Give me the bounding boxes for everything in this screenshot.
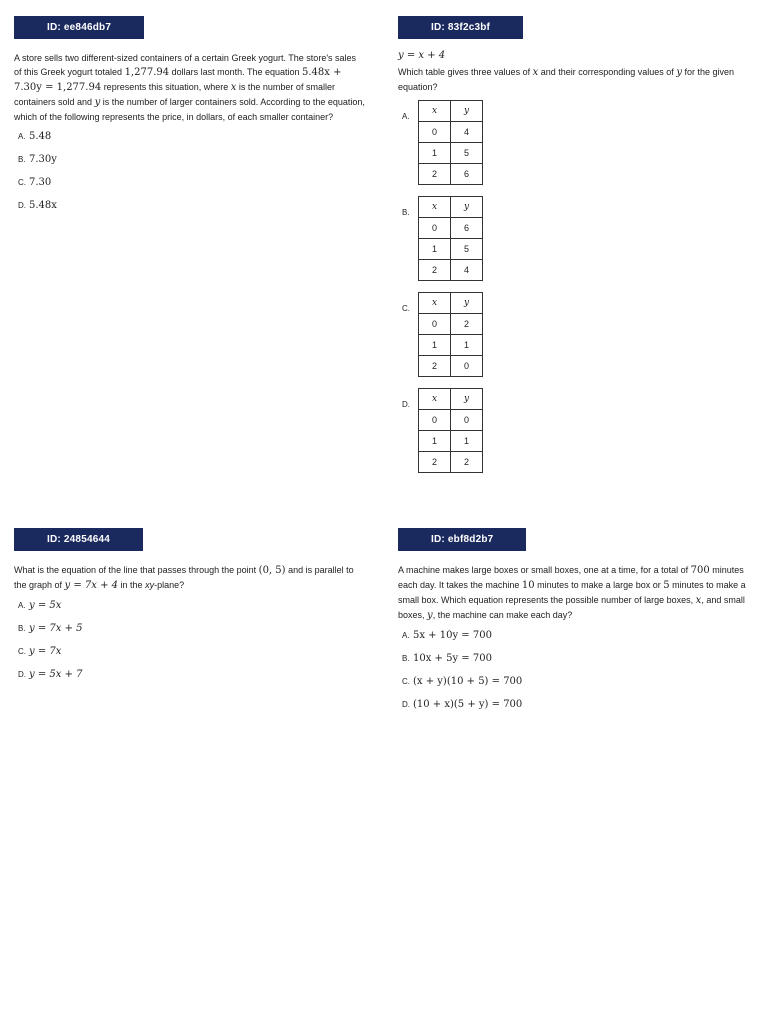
table-row <box>419 260 483 281</box>
table-cell: 1 <box>419 239 451 260</box>
answer-choice-a[interactable]: A. y = 5x <box>18 600 62 611</box>
table-cell: 1 <box>419 431 451 452</box>
table-cell: 1 <box>419 335 451 356</box>
question-stem: What is the equation of the line that passes through the point (0, 5) and is parallel to the graph of y = 7x + 4 in the xy-plane? <box>14 565 354 591</box>
table-cell: 2 <box>451 314 483 335</box>
table-cell: 0 <box>419 218 451 239</box>
table-row <box>419 410 483 431</box>
answer-choice-a[interactable]: A. 5x + 10y = 700 <box>402 630 492 641</box>
table-cell: 2 <box>419 164 451 185</box>
xy-table <box>418 100 483 185</box>
answer-choice-c[interactable]: C. 7.30 <box>18 177 52 188</box>
table-cell: 0 <box>451 410 483 431</box>
table-header-y: y <box>451 101 483 122</box>
question-stem: A store sells two different-sized containers of a certain Greek yogurt. The store's sales of this Greek yogurt totaled 1,277.94 dollars last month. The equation 5.48x + 7.30y = 1,277.94 represents this situation, where x is the number of smaller containers sold and y is the number of larger containers sold. According to the equation, which of the following represents the price, in dollars, of each smaller container? <box>14 53 365 122</box>
table-cell: 0 <box>419 122 451 143</box>
question-stem: A machine makes large boxes or small boxes, one at a time, for a total of 700 minutes each day. It takes the machine 10 minutes to make a large box or 5 minutes to make a small box. Which equation represents the possible number of large boxes, x, and small boxes, y, the machine can make each day? <box>398 565 746 621</box>
xy-table <box>418 292 483 377</box>
table-cell: 1 <box>451 431 483 452</box>
answer-choice-b[interactable]: B. 7.30y <box>18 154 57 165</box>
answer-choice-d[interactable]: D. x y 0 0 1 1 2 2 <box>398 388 750 473</box>
table-cell: 6 <box>451 218 483 239</box>
table-row <box>419 356 483 377</box>
table-cell: 4 <box>451 260 483 281</box>
table-header-y: y <box>451 389 483 410</box>
table-header-x: x <box>419 101 451 122</box>
table-cell: 2 <box>419 356 451 377</box>
answer-choice-d[interactable]: D. 5.48x <box>18 200 57 211</box>
table-header-y: y <box>451 293 483 314</box>
table-row <box>419 452 483 473</box>
table-header-x: x <box>419 197 451 218</box>
table-row <box>419 431 483 452</box>
answer-choice-b[interactable]: B. 10x + 5y = 700 <box>402 653 492 664</box>
answer-choice-a[interactable]: A. x y 0 4 1 5 2 6 <box>398 100 750 185</box>
xy-table <box>418 196 483 281</box>
answer-choice-d[interactable]: D. (10 + x)(5 + y) = 700 <box>402 699 523 710</box>
table-row <box>419 122 483 143</box>
question-24854644 <box>14 528 366 691</box>
question-ebf8d2b7 <box>398 528 750 721</box>
question-ee846db7 <box>14 16 366 222</box>
answer-choice-c[interactable]: C. (x + y)(10 + 5) = 700 <box>402 676 523 687</box>
table-header-x: x <box>419 293 451 314</box>
question-id-badge: ID: ee846db7 <box>14 16 144 39</box>
answer-choice-b[interactable]: B. y = 7x + 5 <box>18 623 83 634</box>
question-83f2c3bf <box>398 16 750 484</box>
table-cell: 6 <box>451 164 483 185</box>
table-row <box>419 335 483 356</box>
table-cell: 0 <box>419 410 451 431</box>
table-row <box>419 218 483 239</box>
table-cell: 0 <box>419 314 451 335</box>
question-id-badge: ID: ebf8d2b7 <box>398 528 526 551</box>
xy-table <box>418 388 483 473</box>
table-row <box>419 314 483 335</box>
table-row <box>419 164 483 185</box>
answer-choice-d[interactable]: D. y = 5x + 7 <box>18 669 83 680</box>
table-cell: 2 <box>451 452 483 473</box>
table-cell: 0 <box>451 356 483 377</box>
given-equation: y = x + 4 <box>398 50 446 61</box>
question-id-badge: ID: 24854644 <box>14 528 143 551</box>
answer-choice-b[interactable]: B. x y 0 6 1 5 2 4 <box>398 196 750 281</box>
table-header-y: y <box>451 197 483 218</box>
table-cell: 2 <box>419 452 451 473</box>
table-cell: 5 <box>451 143 483 164</box>
table-cell: 2 <box>419 260 451 281</box>
table-cell: 5 <box>451 239 483 260</box>
table-cell: 4 <box>451 122 483 143</box>
answer-choice-c[interactable]: C. x y 0 2 1 1 2 0 <box>398 292 750 377</box>
table-row <box>419 239 483 260</box>
table-header-x: x <box>419 389 451 410</box>
table-row <box>419 143 483 164</box>
table-cell: 1 <box>451 335 483 356</box>
question-stem: Which table gives three values of x and their corresponding values of y for the given equation? <box>398 67 734 92</box>
table-cell: 1 <box>419 143 451 164</box>
answer-choice-a[interactable]: A. 5.48 <box>18 131 52 142</box>
answer-choice-c[interactable]: C. y = 7x <box>18 646 62 657</box>
question-id-badge: ID: 83f2c3bf <box>398 16 523 39</box>
